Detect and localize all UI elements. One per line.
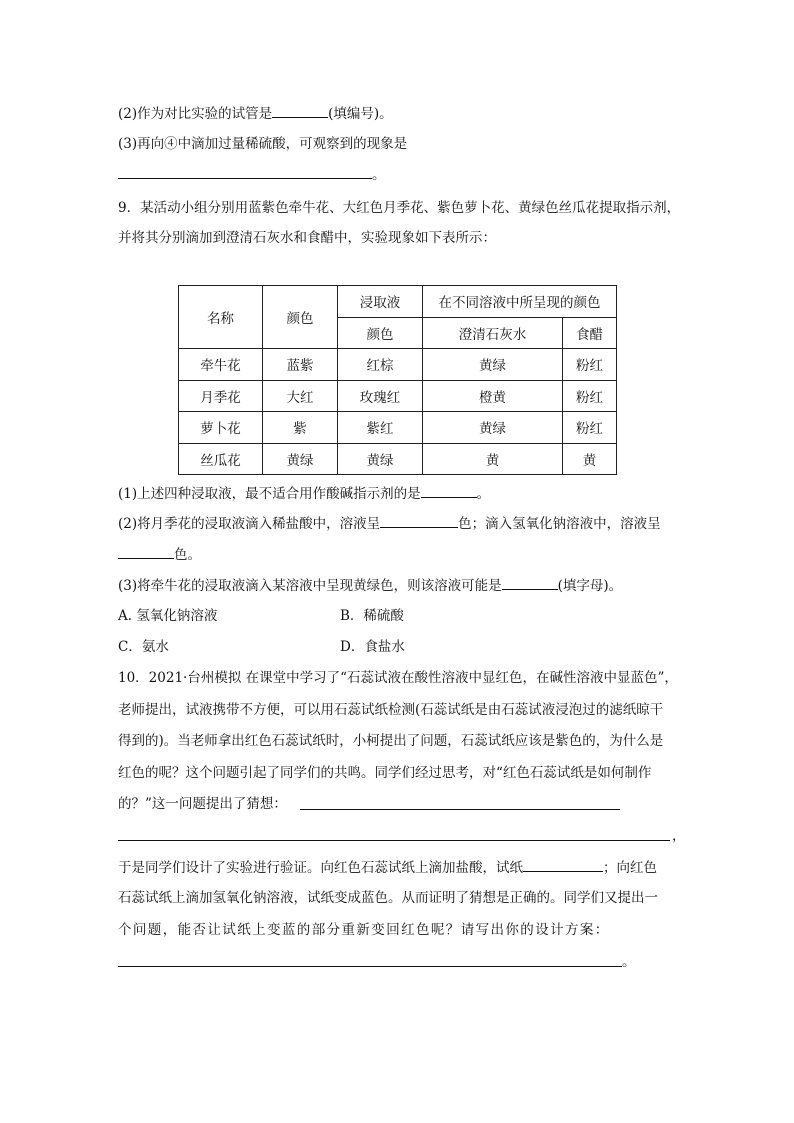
- q9-part3-blank[interactable]: [502, 575, 558, 590]
- option-c[interactable]: C．氨水: [118, 639, 169, 655]
- q9-part2-prefix: (2)将月季花的浸取液滴入稀盐酸中，溶液呈: [118, 516, 381, 532]
- q10-guess-blank2[interactable]: [118, 840, 670, 841]
- cell-color: 大红: [263, 380, 338, 412]
- q8-part3: (3)再向④中滴加过量稀硫酸，可观察到的现象是: [118, 136, 408, 152]
- cell-vinegar: 黄: [563, 443, 617, 475]
- q10-line1: 10．2021·台州模拟 在课堂中学习了“石蕊试液在酸性溶液中显红色，在碱性溶液中显蓝色”，: [118, 670, 678, 686]
- q8-part2-blank[interactable]: [272, 103, 328, 118]
- q9-part2: [118, 513, 661, 534]
- cell-color: 蓝紫: [263, 349, 338, 381]
- q9-stem-line1: 9．某活动小组分别用蓝紫色牵牛花、大红色月季花、紫色萝卜花、黄绿色丝瓜花提取指示剂，: [118, 200, 681, 216]
- q9-part2-blank1[interactable]: [380, 513, 458, 528]
- q9-part2-mid: 色；滴入氢氧化钠溶液中，溶液呈: [458, 516, 661, 532]
- q9-part1-prefix: (1)上述四种浸取液，最不适合用作酸碱指示剂的是: [118, 486, 421, 502]
- table-row: [179, 412, 617, 444]
- q9-part2-suffix: 色。: [174, 547, 201, 563]
- cell-extract: 黄绿: [338, 443, 423, 475]
- header-extract-1: 浸取液: [338, 286, 423, 318]
- q8-part2-suffix: (填编号)。: [328, 106, 393, 122]
- q10-line7-prefix: 于是同学们设计了实验进行验证。向红色石蕊试纸上滴加盐酸，试纸: [118, 860, 523, 876]
- q8-part3-end: 。: [372, 167, 386, 183]
- header-name: 名称: [179, 286, 263, 349]
- q9-part1-suffix: 。: [476, 486, 491, 502]
- cell-color: 紫: [263, 412, 338, 444]
- q10-line10-end: 。: [622, 954, 636, 970]
- cell-extract: 紫红: [338, 412, 423, 444]
- option-d[interactable]: D．食盐水: [340, 639, 405, 655]
- q8-part3-blank[interactable]: [118, 178, 372, 179]
- option-b[interactable]: B．稀硫酸: [340, 608, 404, 624]
- q10-guess-blank1[interactable]: [300, 809, 620, 810]
- q9-part1-blank[interactable]: [421, 483, 477, 498]
- q9-part2-cont: [118, 544, 201, 565]
- q9-part3-suffix: (填字母)。: [557, 578, 623, 594]
- q10-line9: 个问题，能否让试纸上变蓝的部分重新变回红色呢？请写出你的设计方案：: [118, 922, 610, 938]
- cell-name: 月季花: [179, 380, 263, 412]
- cell-name: 萝卜花: [179, 412, 263, 444]
- q9-part3-prefix: (3)将牵牛花的浸取液滴入某溶液中呈现黄绿色，则该溶液可能是: [118, 578, 502, 594]
- header-vinegar: 食醋: [563, 317, 617, 349]
- q10-line7-suffix: ；向红色: [603, 860, 657, 876]
- q9-part3: [118, 575, 622, 596]
- header-color: 颜色: [263, 286, 338, 349]
- indicator-table: [178, 285, 617, 475]
- q10-line5: 的？”这一问题提出了猜想：: [118, 796, 287, 812]
- table-row: [179, 349, 617, 381]
- cell-vinegar: 粉红: [563, 380, 617, 412]
- header-extract-2: 颜色: [338, 317, 423, 349]
- cell-vinegar: 粉红: [563, 349, 617, 381]
- q10-line2: 老师提出，试液携带不方便，可以用石蕊试纸检测(石蕊试纸是由石蕊试液浸泡过的滤纸晾干: [118, 702, 664, 718]
- q10-line7: [118, 857, 657, 878]
- q10-plan-blank[interactable]: [118, 966, 622, 967]
- cell-color: 黄绿: [263, 443, 338, 475]
- table-header-row: [179, 286, 617, 318]
- cell-name: 牵牛花: [179, 349, 263, 381]
- cell-lime: 黄绿: [423, 349, 563, 381]
- q8-part2: [118, 103, 393, 124]
- q9-part2-blank2[interactable]: [118, 544, 174, 559]
- cell-name: 丝瓜花: [179, 443, 263, 475]
- q9-stem-line2: 并将其分别滴加到澄清石灰水和食醋中，实验现象如下表所示：: [118, 230, 496, 246]
- q10-line4: 红色的呢？这个问题引起了同学们的共鸣。同学们经过思考，对“红色石蕊试纸是如何制作: [118, 765, 652, 781]
- cell-lime: 黄绿: [423, 412, 563, 444]
- table-row: [179, 380, 617, 412]
- header-group: 在不同溶液中所呈现的颜色: [423, 286, 617, 318]
- header-lime: 澄清石灰水: [423, 317, 563, 349]
- q10-line3: 得到的)。当老师拿出红色石蕊试纸时，小柯提出了问题，石蕊试纸应该是紫色的，为什么是: [118, 733, 664, 749]
- cell-extract: 玫瑰红: [338, 380, 423, 412]
- cell-lime: 黄: [423, 443, 563, 475]
- q10-result-blank[interactable]: [523, 857, 603, 872]
- q9-part1: [118, 483, 490, 504]
- option-a[interactable]: A. 氢氧化钠溶液: [118, 608, 218, 624]
- cell-lime: 橙黄: [423, 380, 563, 412]
- cell-vinegar: 粉红: [563, 412, 617, 444]
- table-row: [179, 443, 617, 475]
- q8-part2-prefix: (2)作为对比实验的试管是: [118, 106, 273, 122]
- q10-line8: 石蕊试纸上滴加氢氧化钠溶液，试纸变成蓝色。从而证明了猜想是正确的。同学们又提出一: [118, 890, 658, 906]
- q10-line6-end: ，: [672, 828, 686, 844]
- cell-extract: 红棕: [338, 349, 423, 381]
